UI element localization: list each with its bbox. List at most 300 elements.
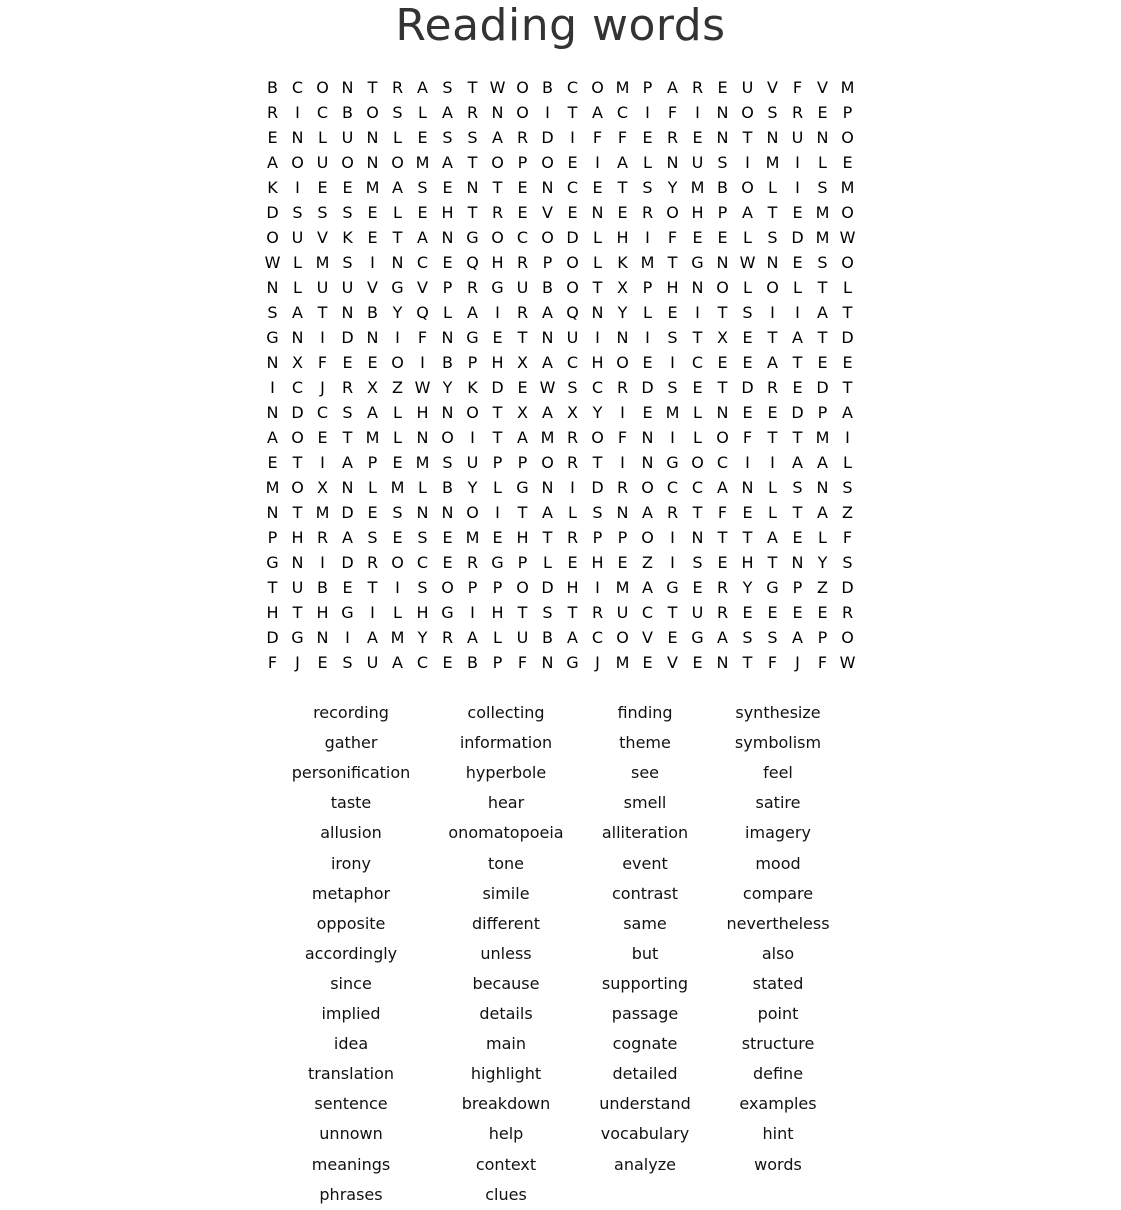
grid-letter[interactable]: I	[620, 403, 625, 422]
grid-letter[interactable]: I	[795, 153, 800, 172]
grid-letter[interactable]: O	[841, 253, 854, 272]
grid-letter[interactable]: D	[566, 228, 579, 247]
grid-letter[interactable]: O	[291, 153, 304, 172]
grid-letter[interactable]: N	[491, 103, 504, 122]
grid-letter[interactable]: A	[517, 428, 528, 447]
grid-letter[interactable]: E	[517, 178, 528, 197]
grid-letter[interactable]: O	[766, 278, 779, 297]
grid-letter[interactable]: R	[616, 378, 629, 397]
grid-letter[interactable]: X	[517, 403, 528, 422]
grid-letter[interactable]: R	[266, 103, 279, 122]
grid-letter[interactable]: T	[767, 553, 778, 572]
grid-letter[interactable]: D	[341, 503, 354, 522]
grid-letter[interactable]: A	[542, 303, 553, 322]
grid-letter[interactable]: A	[717, 478, 728, 497]
grid-letter[interactable]: B	[717, 178, 728, 197]
grid-letter[interactable]: E	[442, 178, 453, 197]
grid-letter[interactable]: A	[442, 103, 453, 122]
grid-letter[interactable]: T	[292, 603, 303, 622]
grid-letter[interactable]: R	[391, 78, 404, 97]
grid-letter[interactable]: E	[792, 528, 803, 547]
grid-letter[interactable]: C	[566, 78, 579, 97]
grid-letter[interactable]: D	[491, 378, 504, 397]
grid-letter[interactable]: E	[767, 403, 778, 422]
grid-letter[interactable]: W	[839, 228, 856, 247]
grid-letter[interactable]: E	[267, 453, 278, 472]
grid-letter[interactable]: N	[441, 328, 454, 347]
grid-letter[interactable]: R	[841, 603, 854, 622]
grid-letter[interactable]: N	[541, 478, 554, 497]
grid-letter[interactable]: F	[717, 503, 728, 522]
grid-letter[interactable]: G	[391, 278, 404, 297]
grid-letter[interactable]: D	[841, 328, 854, 347]
grid-letter[interactable]: O	[841, 128, 854, 147]
grid-letter[interactable]: A	[817, 453, 828, 472]
grid-letter[interactable]: I	[770, 453, 775, 472]
grid-letter[interactable]: O	[591, 428, 604, 447]
grid-letter[interactable]: D	[266, 628, 279, 647]
grid-letter[interactable]: O	[841, 628, 854, 647]
grid-letter[interactable]: H	[666, 278, 679, 297]
grid-letter[interactable]: E	[442, 653, 453, 672]
grid-letter[interactable]: C	[416, 653, 429, 672]
grid-letter[interactable]: E	[767, 603, 778, 622]
grid-letter[interactable]: T	[717, 378, 728, 397]
grid-letter[interactable]: N	[716, 128, 729, 147]
grid-letter[interactable]: O	[266, 228, 279, 247]
grid-letter[interactable]: X	[567, 403, 578, 422]
grid-letter[interactable]: M	[615, 78, 630, 97]
grid-letter[interactable]: O	[616, 628, 629, 647]
grid-letter[interactable]: E	[617, 203, 628, 222]
grid-letter[interactable]: C	[691, 478, 704, 497]
grid-letter[interactable]: I	[570, 128, 575, 147]
grid-letter[interactable]: T	[717, 528, 728, 547]
grid-letter[interactable]: M	[840, 178, 855, 197]
grid-letter[interactable]: I	[745, 153, 750, 172]
grid-letter[interactable]: W	[739, 253, 756, 272]
grid-letter[interactable]: Q	[566, 303, 579, 322]
grid-letter[interactable]: T	[392, 228, 403, 247]
grid-letter[interactable]: T	[792, 428, 803, 447]
grid-letter[interactable]: H	[491, 353, 504, 372]
grid-letter[interactable]: E	[317, 653, 328, 672]
grid-letter[interactable]: S	[342, 653, 353, 672]
grid-letter[interactable]: R	[516, 303, 529, 322]
grid-letter[interactable]: E	[367, 228, 378, 247]
grid-letter[interactable]: L	[543, 553, 552, 572]
grid-letter[interactable]: E	[267, 128, 278, 147]
grid-letter[interactable]: A	[267, 153, 278, 172]
grid-letter[interactable]: L	[768, 478, 777, 497]
grid-letter[interactable]: X	[517, 353, 528, 372]
grid-letter[interactable]: A	[442, 153, 453, 172]
grid-letter[interactable]: D	[341, 553, 354, 572]
grid-letter[interactable]: A	[367, 403, 378, 422]
grid-letter[interactable]: O	[591, 78, 604, 97]
grid-letter[interactable]: N	[266, 503, 279, 522]
grid-letter[interactable]: T	[767, 328, 778, 347]
grid-letter[interactable]: U	[791, 128, 804, 147]
grid-letter[interactable]: D	[791, 403, 804, 422]
grid-letter[interactable]: X	[717, 328, 728, 347]
grid-letter[interactable]: A	[392, 178, 403, 197]
grid-letter[interactable]: A	[392, 653, 403, 672]
grid-letter[interactable]: U	[566, 328, 579, 347]
grid-letter[interactable]: N	[341, 478, 354, 497]
grid-letter[interactable]: S	[767, 228, 778, 247]
grid-letter[interactable]: B	[317, 578, 328, 597]
grid-letter[interactable]: V	[817, 78, 828, 97]
grid-letter[interactable]: R	[366, 553, 379, 572]
grid-letter[interactable]: D	[791, 228, 804, 247]
grid-letter[interactable]: S	[842, 553, 853, 572]
grid-letter[interactable]: S	[542, 603, 553, 622]
grid-letter[interactable]: I	[595, 153, 600, 172]
grid-letter[interactable]: H	[566, 578, 579, 597]
grid-letter[interactable]: S	[767, 628, 778, 647]
grid-letter[interactable]: L	[493, 628, 502, 647]
grid-letter[interactable]: N	[416, 428, 429, 447]
grid-letter[interactable]: W	[489, 78, 506, 97]
grid-letter[interactable]: D	[741, 378, 754, 397]
grid-letter[interactable]: N	[466, 178, 479, 197]
grid-letter[interactable]: R	[716, 578, 729, 597]
grid-letter[interactable]: A	[767, 353, 778, 372]
grid-letter[interactable]: E	[442, 528, 453, 547]
grid-letter[interactable]: B	[267, 78, 278, 97]
grid-letter[interactable]: T	[617, 178, 628, 197]
grid-letter[interactable]: N	[716, 403, 729, 422]
grid-letter[interactable]: N	[291, 328, 304, 347]
grid-letter[interactable]: I	[320, 453, 325, 472]
grid-letter[interactable]: K	[342, 228, 353, 247]
grid-letter[interactable]: I	[395, 328, 400, 347]
grid-letter[interactable]: M	[815, 428, 830, 447]
grid-letter[interactable]: E	[442, 553, 453, 572]
grid-letter[interactable]: L	[393, 128, 402, 147]
grid-letter[interactable]: B	[442, 353, 453, 372]
grid-letter[interactable]: L	[368, 478, 377, 497]
grid-letter[interactable]: E	[792, 378, 803, 397]
grid-letter[interactable]: D	[816, 378, 829, 397]
grid-letter[interactable]: D	[591, 478, 604, 497]
grid-letter[interactable]: S	[667, 378, 678, 397]
grid-letter[interactable]: W	[539, 378, 556, 397]
grid-letter[interactable]: Z	[817, 578, 828, 597]
grid-letter[interactable]: E	[817, 603, 828, 622]
grid-letter[interactable]: U	[316, 278, 329, 297]
grid-letter[interactable]: M	[265, 478, 280, 497]
grid-letter[interactable]: S	[417, 528, 428, 547]
grid-letter[interactable]: H	[516, 528, 529, 547]
grid-letter[interactable]: S	[642, 178, 653, 197]
grid-letter[interactable]: R	[616, 478, 629, 497]
grid-letter[interactable]: L	[418, 478, 427, 497]
grid-letter[interactable]: G	[491, 553, 504, 572]
grid-letter[interactable]: G	[441, 603, 454, 622]
grid-letter[interactable]: E	[592, 178, 603, 197]
grid-letter[interactable]: R	[516, 128, 529, 147]
grid-letter[interactable]: H	[741, 553, 754, 572]
grid-letter[interactable]: M	[840, 78, 855, 97]
grid-letter[interactable]: F	[592, 128, 603, 147]
grid-letter[interactable]: L	[643, 303, 652, 322]
grid-letter[interactable]: T	[367, 78, 378, 97]
grid-letter[interactable]: P	[617, 528, 628, 547]
grid-letter[interactable]: O	[691, 453, 704, 472]
grid-letter[interactable]: O	[291, 478, 304, 497]
grid-letter[interactable]: N	[391, 253, 404, 272]
grid-letter[interactable]: Y	[467, 478, 478, 497]
grid-letter[interactable]: T	[492, 403, 503, 422]
grid-letter[interactable]: U	[341, 278, 354, 297]
grid-letter[interactable]: T	[367, 578, 378, 597]
grid-letter[interactable]: L	[768, 178, 777, 197]
grid-letter[interactable]: H	[691, 203, 704, 222]
grid-letter[interactable]: G	[691, 253, 704, 272]
grid-letter[interactable]: E	[717, 553, 728, 572]
grid-letter[interactable]: R	[466, 103, 479, 122]
grid-letter[interactable]: A	[842, 403, 853, 422]
grid-letter[interactable]: P	[517, 453, 528, 472]
grid-letter[interactable]: E	[567, 153, 578, 172]
grid-letter[interactable]: N	[716, 653, 729, 672]
grid-letter[interactable]: A	[742, 203, 753, 222]
grid-letter[interactable]: T	[792, 353, 803, 372]
grid-letter[interactable]: R	[466, 553, 479, 572]
grid-letter[interactable]: L	[293, 278, 302, 297]
grid-letter[interactable]: L	[793, 278, 802, 297]
grid-letter[interactable]: I	[620, 453, 625, 472]
grid-letter[interactable]: P	[642, 278, 653, 297]
grid-letter[interactable]: M	[765, 153, 780, 172]
grid-letter[interactable]: O	[516, 78, 529, 97]
grid-letter[interactable]: L	[643, 153, 652, 172]
grid-letter[interactable]: F	[317, 353, 328, 372]
grid-letter[interactable]: E	[692, 378, 703, 397]
grid-letter[interactable]: L	[568, 503, 577, 522]
grid-letter[interactable]: I	[670, 553, 675, 572]
grid-letter[interactable]: L	[393, 203, 402, 222]
grid-letter[interactable]: M	[390, 628, 405, 647]
grid-letter[interactable]: I	[370, 253, 375, 272]
grid-letter[interactable]: S	[392, 103, 403, 122]
grid-letter[interactable]: C	[616, 103, 629, 122]
grid-letter[interactable]: O	[841, 203, 854, 222]
grid-letter[interactable]: N	[366, 128, 379, 147]
grid-letter[interactable]: V	[417, 278, 428, 297]
grid-letter[interactable]: Y	[667, 178, 678, 197]
grid-letter[interactable]: P	[467, 353, 478, 372]
grid-letter[interactable]: B	[467, 653, 478, 672]
grid-letter[interactable]: A	[667, 78, 678, 97]
grid-letter[interactable]: H	[491, 603, 504, 622]
grid-letter[interactable]: Y	[592, 403, 603, 422]
grid-letter[interactable]: N	[266, 353, 279, 372]
grid-letter[interactable]: P	[367, 453, 378, 472]
grid-letter[interactable]: P	[442, 278, 453, 297]
grid-letter[interactable]: F	[417, 328, 428, 347]
grid-letter[interactable]: J	[595, 653, 600, 672]
grid-letter[interactable]: T	[342, 428, 353, 447]
grid-letter[interactable]: A	[467, 628, 478, 647]
grid-letter[interactable]: N	[691, 278, 704, 297]
grid-letter[interactable]: K	[267, 178, 278, 197]
grid-letter[interactable]: I	[295, 103, 300, 122]
grid-letter[interactable]: M	[365, 178, 380, 197]
grid-letter[interactable]: M	[315, 253, 330, 272]
grid-letter[interactable]: G	[291, 628, 304, 647]
grid-letter[interactable]: W	[414, 378, 431, 397]
grid-letter[interactable]: O	[566, 253, 579, 272]
grid-letter[interactable]: E	[842, 353, 853, 372]
grid-letter[interactable]: M	[615, 578, 630, 597]
grid-letter[interactable]: A	[292, 303, 303, 322]
grid-letter[interactable]: F	[517, 653, 528, 672]
grid-letter[interactable]: T	[792, 503, 803, 522]
grid-letter[interactable]: E	[367, 203, 378, 222]
grid-letter[interactable]: M	[465, 528, 480, 547]
grid-letter[interactable]: T	[467, 203, 478, 222]
grid-letter[interactable]: O	[716, 428, 729, 447]
grid-letter[interactable]: B	[542, 78, 553, 97]
grid-letter[interactable]: U	[366, 653, 379, 672]
grid-letter[interactable]: E	[367, 353, 378, 372]
grid-letter[interactable]: S	[392, 503, 403, 522]
grid-letter[interactable]: T	[267, 578, 278, 597]
grid-letter[interactable]: R	[316, 528, 329, 547]
grid-letter[interactable]: B	[342, 103, 353, 122]
grid-letter[interactable]: X	[317, 478, 328, 497]
grid-letter[interactable]: N	[291, 553, 304, 572]
grid-letter[interactable]: S	[417, 578, 428, 597]
grid-letter[interactable]: A	[792, 453, 803, 472]
grid-letter[interactable]: I	[770, 303, 775, 322]
grid-letter[interactable]: M	[390, 478, 405, 497]
grid-letter[interactable]: H	[291, 528, 304, 547]
grid-letter[interactable]: X	[367, 378, 378, 397]
grid-letter[interactable]: A	[592, 103, 603, 122]
grid-letter[interactable]: R	[766, 378, 779, 397]
grid-letter[interactable]: L	[593, 253, 602, 272]
grid-letter[interactable]: I	[270, 378, 275, 397]
grid-letter[interactable]: N	[541, 178, 554, 197]
grid-letter[interactable]: C	[516, 228, 529, 247]
grid-letter[interactable]: I	[670, 353, 675, 372]
grid-letter[interactable]: R	[566, 428, 579, 447]
grid-letter[interactable]: S	[342, 203, 353, 222]
grid-letter[interactable]: D	[266, 203, 279, 222]
grid-letter[interactable]: E	[717, 78, 728, 97]
grid-letter[interactable]: I	[495, 503, 500, 522]
grid-letter[interactable]: C	[666, 478, 679, 497]
grid-letter[interactable]: F	[792, 78, 803, 97]
grid-letter[interactable]: O	[666, 203, 679, 222]
grid-letter[interactable]: E	[392, 453, 403, 472]
grid-letter[interactable]: S	[267, 303, 278, 322]
grid-letter[interactable]: E	[567, 553, 578, 572]
grid-letter[interactable]: L	[593, 228, 602, 247]
grid-letter[interactable]: P	[792, 578, 803, 597]
grid-letter[interactable]: L	[418, 103, 427, 122]
grid-letter[interactable]: V	[542, 203, 553, 222]
grid-letter[interactable]: E	[342, 178, 353, 197]
grid-letter[interactable]: T	[667, 603, 678, 622]
grid-letter[interactable]: P	[842, 103, 853, 122]
grid-letter[interactable]: E	[417, 203, 428, 222]
grid-letter[interactable]: L	[843, 278, 852, 297]
grid-letter[interactable]: E	[342, 353, 353, 372]
grid-letter[interactable]: E	[342, 578, 353, 597]
grid-letter[interactable]: Y	[392, 303, 403, 322]
grid-letter[interactable]: I	[670, 428, 675, 447]
grid-letter[interactable]: U	[691, 153, 704, 172]
grid-letter[interactable]: Y	[442, 378, 453, 397]
grid-letter[interactable]: L	[393, 428, 402, 447]
grid-letter[interactable]: T	[292, 503, 303, 522]
grid-letter[interactable]: T	[517, 328, 528, 347]
grid-letter[interactable]: N	[341, 78, 354, 97]
grid-letter[interactable]: T	[817, 278, 828, 297]
grid-letter[interactable]: E	[817, 103, 828, 122]
grid-letter[interactable]: F	[767, 653, 778, 672]
grid-letter[interactable]: T	[317, 303, 328, 322]
grid-letter[interactable]: C	[316, 103, 329, 122]
grid-letter[interactable]: A	[467, 303, 478, 322]
grid-letter[interactable]: N	[266, 278, 279, 297]
grid-letter[interactable]: H	[591, 553, 604, 572]
grid-letter[interactable]: A	[542, 503, 553, 522]
word-search-grid[interactable]	[260, 75, 860, 675]
grid-letter[interactable]: D	[841, 578, 854, 597]
grid-letter[interactable]: Q	[466, 253, 479, 272]
grid-letter[interactable]: T	[842, 303, 853, 322]
grid-letter[interactable]: N	[616, 503, 629, 522]
grid-letter[interactable]: Z	[842, 503, 853, 522]
grid-letter[interactable]: I	[470, 428, 475, 447]
grid-letter[interactable]: A	[367, 628, 378, 647]
grid-letter[interactable]: T	[492, 178, 503, 197]
grid-letter[interactable]: O	[541, 153, 554, 172]
grid-letter[interactable]: T	[567, 103, 578, 122]
grid-letter[interactable]: X	[617, 278, 628, 297]
grid-letter[interactable]: V	[317, 228, 328, 247]
grid-letter[interactable]: N	[341, 303, 354, 322]
grid-letter[interactable]: D	[291, 403, 304, 422]
grid-letter[interactable]: C	[716, 453, 729, 472]
grid-letter[interactable]: S	[567, 378, 578, 397]
grid-letter[interactable]: L	[843, 453, 852, 472]
grid-letter[interactable]: P	[467, 578, 478, 597]
grid-letter[interactable]: Y	[417, 628, 428, 647]
grid-letter[interactable]: T	[467, 78, 478, 97]
grid-letter[interactable]: E	[517, 203, 528, 222]
grid-letter[interactable]: S	[817, 253, 828, 272]
grid-letter[interactable]: R	[516, 253, 529, 272]
grid-letter[interactable]: G	[266, 553, 279, 572]
grid-letter[interactable]: L	[693, 403, 702, 422]
grid-letter[interactable]: S	[442, 78, 453, 97]
grid-letter[interactable]: O	[391, 553, 404, 572]
grid-letter[interactable]: C	[416, 253, 429, 272]
grid-letter[interactable]: F	[667, 228, 678, 247]
grid-letter[interactable]: Y	[817, 553, 828, 572]
grid-letter[interactable]: M	[615, 653, 630, 672]
grid-letter[interactable]: O	[316, 78, 329, 97]
grid-letter[interactable]: M	[415, 453, 430, 472]
grid-letter[interactable]: E	[742, 503, 753, 522]
